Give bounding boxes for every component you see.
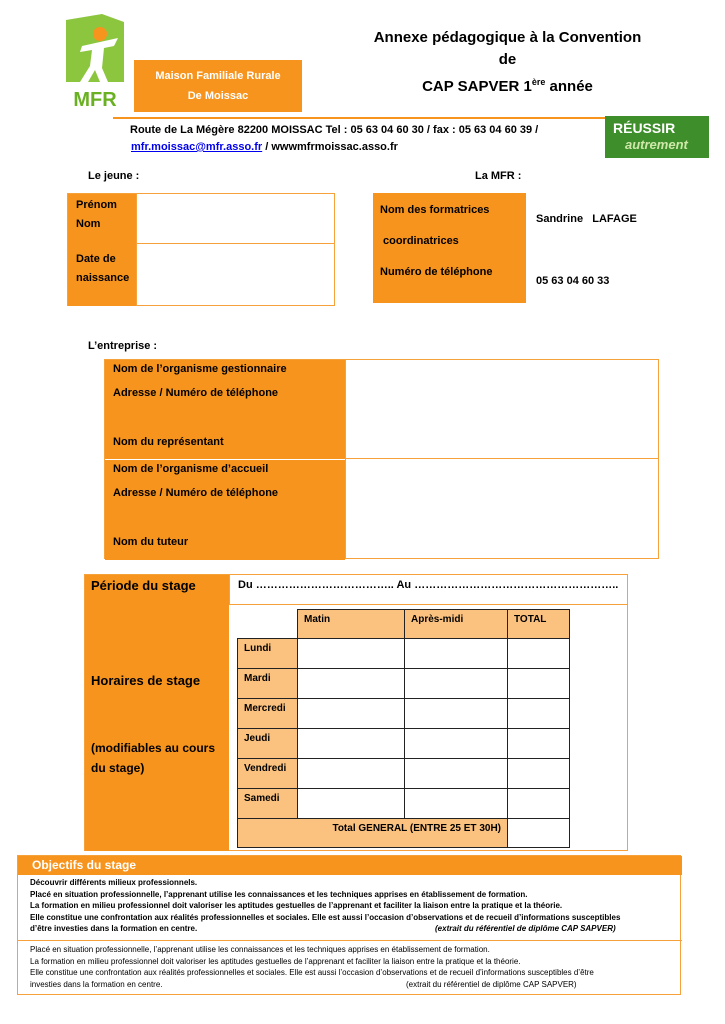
accueil-field[interactable] xyxy=(345,459,659,558)
address-line: Route de La Mégère 82200 MOISSAC Tel : 05 63 04 60 30 / fax : 05 63 04 60 39 / xyxy=(130,124,539,136)
day-jeudi: Jeudi xyxy=(237,728,298,759)
mfr-table xyxy=(373,193,645,303)
stage-section xyxy=(84,574,628,851)
cell-mercredi-apm[interactable] xyxy=(404,698,508,729)
prenom-nom-field[interactable] xyxy=(136,194,335,244)
cell-samedi-matin[interactable] xyxy=(297,788,405,819)
total-general-label: Total GENERAL (ENTRE 25 ET 30H) xyxy=(237,818,508,848)
cell-lundi-total[interactable] xyxy=(507,638,570,669)
jeune-table xyxy=(67,193,335,306)
objectifs-title: Objectifs du stage xyxy=(18,856,682,875)
cell-mardi-total[interactable] xyxy=(507,668,570,699)
day-mercredi: Mercredi xyxy=(237,698,298,729)
title-line2: de xyxy=(498,51,517,68)
coordinatrices-label: coordinatrices xyxy=(383,235,459,247)
objectifs-divider xyxy=(18,940,682,941)
objectifs-bold-text: Découvrir différents milieux professionnels. Placé en situation professionnelle, l’apprenant utilise les connaissances et les techniques apprises en établissement de formation. La formation en milieu professionnel doit valoriser les aptitudes gestuelles de l’apprenant et faciliter la liaison entre la pratique et la théorie. Elle constitue une confrontation aux réalités professionnelles et sociales. Elle est aussi l’occasion d’observations et de recueil d’informations susceptibles d’être investies dans la formation en centre. (extrait du référentiel de diplôme CAP SAPVER) xyxy=(30,878,621,933)
mfr-name-line2: De Moissac xyxy=(187,90,249,102)
mfr-telephone-label: Numéro de téléphone xyxy=(380,266,493,278)
day-samedi: Samedi xyxy=(237,788,298,819)
mfr-logo xyxy=(62,12,128,112)
objectifs-plain-text: Placé en situation professionnelle, l’apprenant utilise les connaissances et les techniques apprises en établissement de formation. La formation en milieu professionnel doit valoriser les aptitudes gestuelles de l’apprenant et faciliter la liaison entre la pratique et la théorie. Elle constitue une confrontation aux réalités professionnelles et sociales. Elle est aussi l’occasion d’observations et de recueil d’informations susceptibles d’être investies dans la formation en centre. (extrait du référentiel de diplôme CAP SAPVER) xyxy=(30,945,594,989)
jeune-label: Le jeune : xyxy=(88,170,140,182)
cell-mercredi-matin[interactable] xyxy=(297,698,405,729)
cell-jeudi-apm[interactable] xyxy=(404,728,508,759)
col-matin: Matin xyxy=(297,609,405,639)
periode-label: Période du stage xyxy=(85,575,229,605)
mfr-labels xyxy=(373,193,526,303)
gestionnaire-labels: Nom de l’organisme gestionnaire Adresse / Numéro de téléphone Nom du représentant xyxy=(105,360,345,459)
plain-source: (extrait du référentiel de diplôme CAP SAPVER) xyxy=(406,979,577,989)
mfr-name-box xyxy=(134,60,302,112)
reussir-logo xyxy=(605,116,709,158)
formatrices-label: Nom des formatrices xyxy=(380,204,490,216)
day-mardi: Mardi xyxy=(237,668,298,699)
bold-source: (extrait du référentiel de diplôme CAP SAPVER) xyxy=(435,924,616,933)
cell-mercredi-total[interactable] xyxy=(507,698,570,729)
website-text: / wwwmfrmoissac.asso.fr xyxy=(262,141,398,153)
objectifs-section xyxy=(17,855,681,995)
total-general-field[interactable] xyxy=(507,818,570,848)
title-line3: CAP SAPVER 1ère année xyxy=(422,77,593,95)
document-title xyxy=(340,27,675,98)
mfr-label: La MFR : xyxy=(475,170,522,182)
cell-jeudi-total[interactable] xyxy=(507,728,570,759)
cell-mardi-matin[interactable] xyxy=(297,668,405,699)
header-divider xyxy=(113,117,608,119)
mfr-values xyxy=(526,193,645,303)
col-total: TOTAL xyxy=(507,609,570,639)
entreprise-label: L’entreprise : xyxy=(88,340,158,352)
accueil-labels: Nom de l’organisme d’accueil Adresse / Numéro de téléphone Nom du tuteur xyxy=(105,459,345,560)
prenom-nom-label: Prénom Nom xyxy=(68,194,136,244)
svg-text:RÉUSSIR: RÉUSSIR xyxy=(613,120,676,136)
cell-vendredi-total[interactable] xyxy=(507,758,570,789)
cell-jeudi-matin[interactable] xyxy=(297,728,405,759)
day-lundi: Lundi xyxy=(237,638,298,669)
modifiables-note: (modifiables au cours du stage) xyxy=(91,741,216,775)
day-vendredi: Vendredi xyxy=(237,758,298,789)
gestionnaire-field[interactable] xyxy=(345,360,659,459)
title-line1: Annexe pédagogique à la Convention xyxy=(373,29,642,46)
cell-lundi-matin[interactable] xyxy=(297,638,405,669)
address-block xyxy=(130,122,600,156)
date-naissance-label: Date de naissance xyxy=(68,244,136,306)
periode-field[interactable]: Du ……………………………….. Au ……………………………………………….. xyxy=(229,575,628,605)
cell-samedi-apm[interactable] xyxy=(404,788,508,819)
logo-text: MFR xyxy=(73,89,117,111)
mfr-phone: 05 63 04 60 33 xyxy=(536,275,610,287)
email-link[interactable]: mfr.moissac@mfr.asso.fr xyxy=(131,141,263,153)
cell-vendredi-matin[interactable] xyxy=(297,758,405,789)
cell-vendredi-apm[interactable] xyxy=(404,758,508,789)
horaires-labels xyxy=(85,605,229,851)
formatrice-name: Sandrine LAFAGE xyxy=(536,213,637,225)
entreprise-table xyxy=(104,359,659,559)
mfr-name-line1: Maison Familiale Rurale xyxy=(155,70,281,82)
cell-samedi-total[interactable] xyxy=(507,788,570,819)
cell-lundi-apm[interactable] xyxy=(404,638,508,669)
horaires-label: Horaires de stage xyxy=(91,673,201,688)
cell-mardi-apm[interactable] xyxy=(404,668,508,699)
svg-text:autrement: autrement xyxy=(625,137,688,152)
col-apres-midi: Après-midi xyxy=(404,609,508,639)
date-naissance-field[interactable] xyxy=(136,244,335,306)
